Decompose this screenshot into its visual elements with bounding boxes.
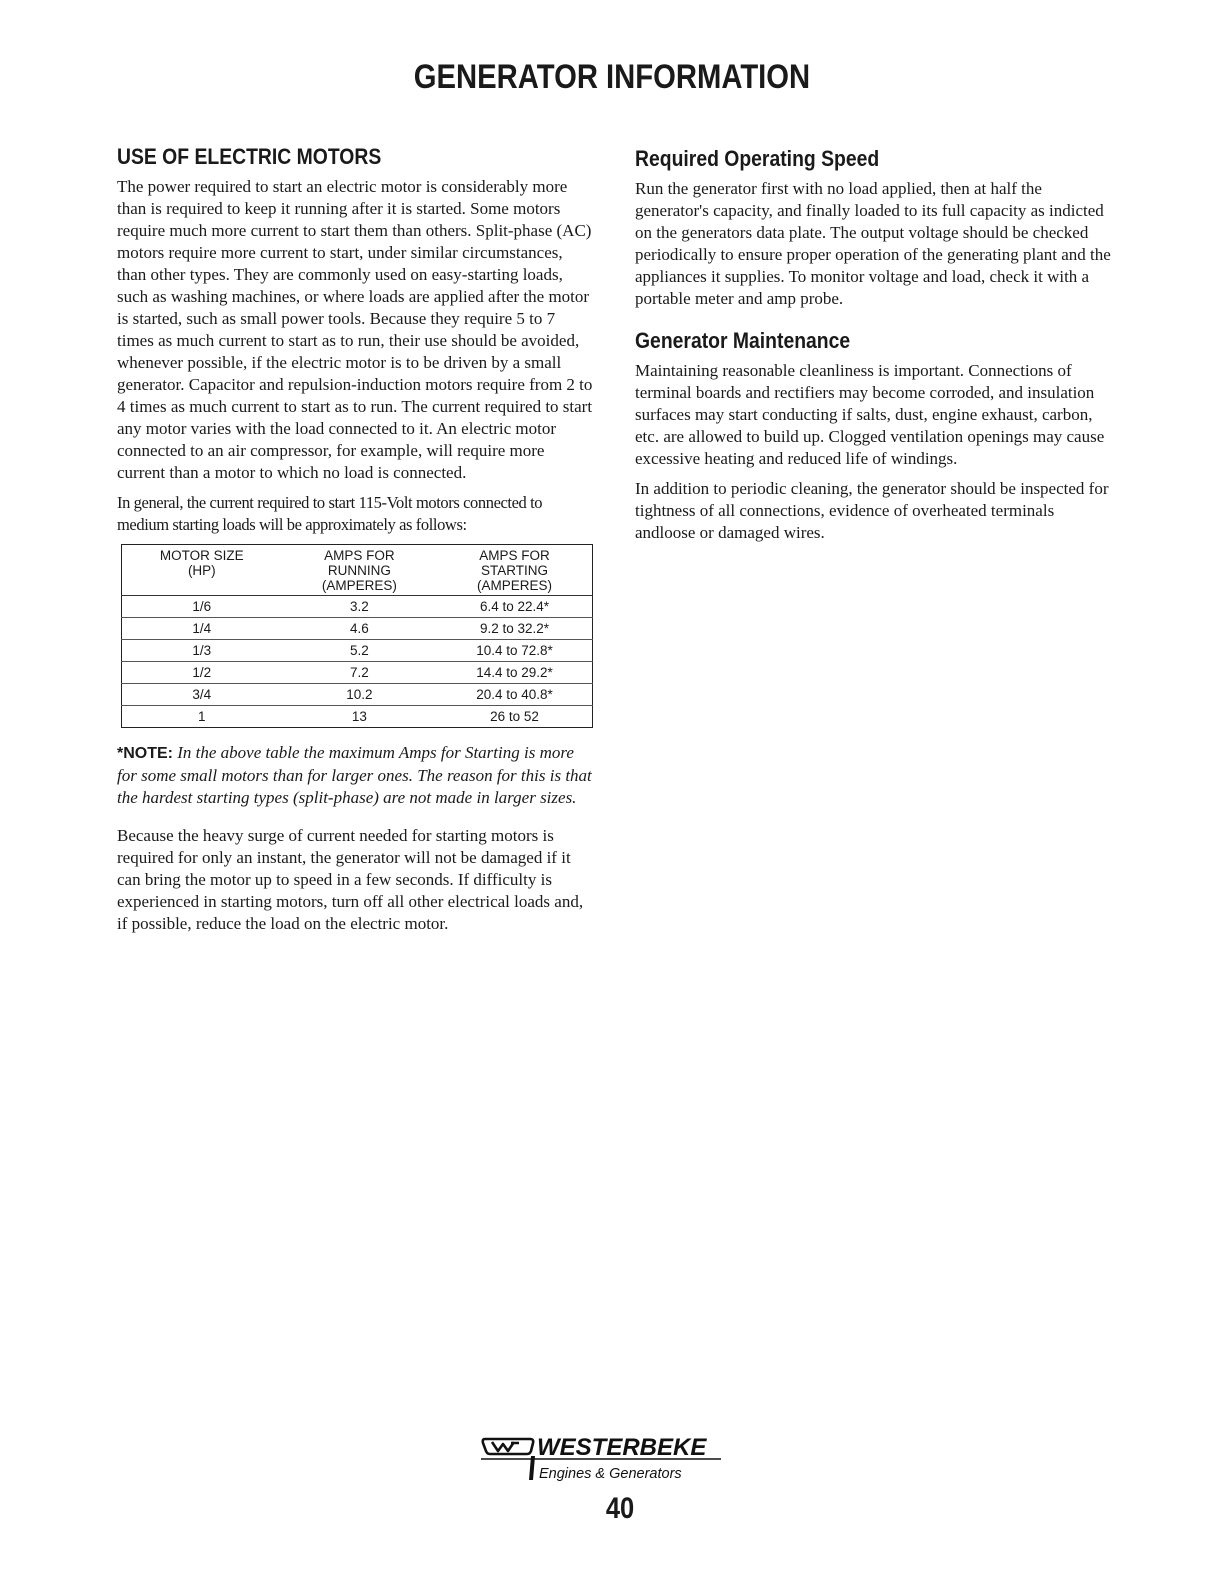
table-cell: 10.4 to 72.8* <box>437 640 592 662</box>
left-column <box>117 144 593 935</box>
table-note <box>117 742 593 809</box>
table-cell: 1/6 <box>122 596 282 618</box>
table-cell: 3/4 <box>122 684 282 706</box>
table-row <box>122 684 593 706</box>
logo-brand-text: WESTERBEKE <box>537 1434 707 1461</box>
table-cell: 14.4 to 29.2* <box>437 662 592 684</box>
table-cell: 26 to 52 <box>490 709 539 724</box>
logo-w-mark-icon <box>492 1442 519 1451</box>
note-text: In the above table the maximum Amps for Starting is more for some small motors than for larger ones. The reason for this is that the hardest starting types (split-phase) are not made in larger sizes. <box>117 743 592 807</box>
table-cell: 20.4 to 40.8* <box>437 684 592 706</box>
table-row <box>122 596 593 618</box>
logo-tagline-text: Engines & Generators <box>539 1466 682 1482</box>
maintenance-paragraph: Maintaining reasonable cleanliness is important. Connections of terminal boards and rectifiers may become corroded, and insulation surfaces may start conducting if salts, dust, engine exhaust, carbon, etc. are allowed to build up. Clogged ventilation openings may cause excessive heating and reduced life of windings. <box>635 361 1105 468</box>
header-motor-size: MOTOR SIZE (HP) <box>122 545 282 596</box>
table-cell: 3.2 <box>282 596 437 618</box>
table-row <box>122 706 593 728</box>
table-cell: 1 <box>198 709 206 724</box>
table-row <box>122 662 593 684</box>
table-cell: 7.2 <box>282 662 437 684</box>
table-cell: 1/4 <box>122 618 282 640</box>
note-label: *NOTE: <box>117 745 173 762</box>
operating-speed-paragraph: Run the generator first with no load applied, then at half the generator's capacity, and finally loaded to its full capacity as indicted on the generators data plate. The output voltage should be checked periodically to ensure proper operation of the generating plant and the appliances it supplies. To monitor voltage and load, check it with a portable meter and amp probe. <box>635 179 1111 308</box>
right-column <box>635 144 1113 544</box>
header-amps-running: AMPS FOR RUNNING (AMPERES) <box>282 545 437 596</box>
table-cell: 5.2 <box>282 640 437 662</box>
page-title: GENERATOR INFORMATION <box>413 58 811 96</box>
section-heading-maintenance: Generator Maintenance <box>635 328 851 353</box>
inspection-paragraph: In addition to periodic cleaning, the generator should be inspected for tightness of all connections, evidence of overheated terminals andloose or damaged wires. <box>635 479 1109 542</box>
motor-amps-table <box>121 544 593 728</box>
table-cell: 9.2 to 32.2* <box>437 618 592 640</box>
table-cell: 1/3 <box>122 640 282 662</box>
table-cell: 13 <box>351 709 367 724</box>
page-number: 40 <box>605 1492 635 1525</box>
header-amps-starting: AMPS FOR STARTING (AMPERES) <box>437 545 592 596</box>
table-header-row <box>122 545 593 596</box>
westerbeke-logo <box>481 1430 743 1486</box>
surge-paragraph: Because the heavy surge of current needed for starting motors is required for only an instant, the generator will not be damaged if it can bring the motor up to speed in a few seconds. If difficulty is experienced in starting motors, turn off all other electrical loads and, if possible, reduce the load on the electric motor. <box>117 826 584 933</box>
electric-motors-paragraph: The power required to start an electric motor is considerably more than is required to keep it running after it is started. Some motors require much more current to start them than others. Split-phase (AC) motors require more current to start, under similar circumstances, than other types. They are commonly used on easy-starting loads, such as washing machines, or where loads are applied after the motor is started, such as small power tools. Because they require 5 to 7 times as much current to start as to run, their use should be avoided, whenever possible, if the electric motor is to be driven by a small generator. Capacitor and repulsion-induction motors require from 2 to 4 times as much current to start as to run. The current required to start any motor varies with the load connected to it. An electric motor connected to an air compressor, for example, will require more current than a motor to which no load is connected. <box>117 177 593 482</box>
table-cell: 6.4 to 22.4* <box>437 596 592 618</box>
table-cell: 10.2 <box>282 684 437 706</box>
table-cell: 4.6 <box>282 618 437 640</box>
table-row <box>122 618 593 640</box>
section-heading-electric-motors: USE OF ELECTRIC MOTORS <box>117 144 382 169</box>
table-intro-paragraph: In general, the current required to start 115-Volt motors connected to medium starting loads will be approximately as follows: <box>117 493 543 534</box>
table-row <box>122 640 593 662</box>
table-cell: 1/2 <box>122 662 282 684</box>
section-heading-operating-speed: Required Operating Speed <box>635 146 880 171</box>
